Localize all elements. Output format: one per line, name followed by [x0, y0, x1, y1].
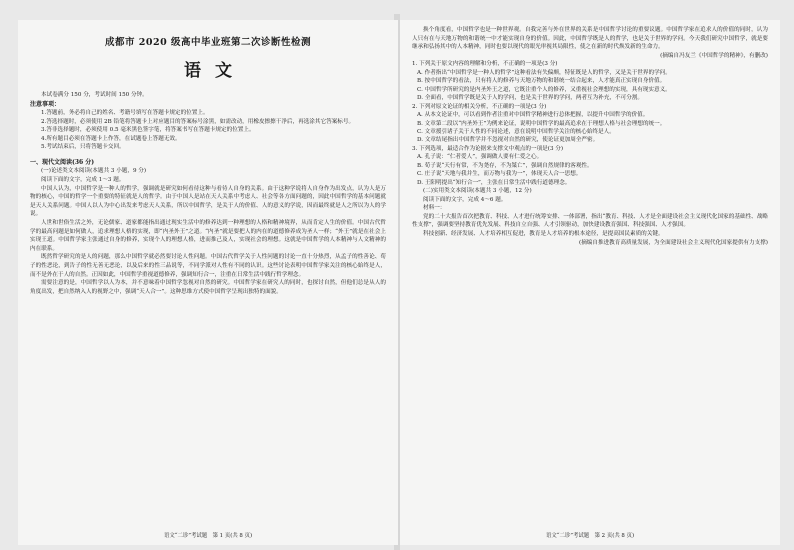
option-b: B. 文章第二段以“内圣外王”为例来论证，说明中国哲学的最高追求在于理想人格与社会理想的统一。 [417, 120, 666, 127]
exam-title: 成都市 2020 级高中毕业班第二次诊断性检测 [104, 37, 312, 48]
source-note: (摘编自冯友兰《中国哲学的精神》，有删改) [660, 52, 768, 59]
option-b: B. 按中国哲学的看法，只有将人的修养与天地万物的和谐统一结合起来，人才能真正实现自身价值。 [417, 78, 666, 85]
page-footer: 语文“二诊”考试题 第 1 页(共 8 页) [163, 533, 253, 539]
notice-heading: 注意事项： [30, 100, 61, 108]
notice-item: 5.考试结束后，只将答题卡交回。 [41, 144, 125, 151]
question-3: 3. 下列选项，最适合作为论据来支撑文中观点的一项是(3 分) [412, 145, 564, 152]
passage-paragraph: 换个角度看，中国哲学也是一种世界观。自我完善与外在世界的关系是中国哲学讨论的重要议题。中国哲学家在追求人的价值的同时，认为人只有在与天地万物的和谐统一中才能实现自身的价值。因此，中国哲学既是人的哲学，也是关于世界的学问。今天我们研究中国哲学，就是要继承和弘扬其中的人本精神，同时也要以现代的眼光审视其局限性，使之在新的时代焕发新的生命力。 [412, 27, 768, 51]
option-b: B. 荀子说“天行有常，不为尧存，不为桀亡”，强调自然规律的客观性。 [417, 162, 593, 169]
question-2: 2. 下列对原文论证的相关分析，不正确的一项是(3 分) [412, 103, 547, 110]
material-label: 材料一： [423, 205, 446, 212]
option-c: C. 中国哲学所研究的是内圣外王之道，它既注重个人的修养，又重视社会理想的实现，具有现实意义。 [417, 86, 671, 93]
passage-paragraph: 需要注意的是，中国哲学以人为本，并不意味着中国哲学忽视对自然的研究。中国哲学家在研究人的同时，也探讨自然，但他们总是从人的角度出发，把自然纳入人的视野之中，强调“天人合一”。这种思维方式使中国哲学呈现出独特的面貌。 [30, 280, 386, 295]
subsection-heading: (二)实用类文本阅读(本题共 3 小题，12 分) [423, 188, 532, 195]
question-1: 1. 下列关于原文内容的理解和分析，不正确的一项是(3 分) [412, 61, 558, 68]
option-d: D. 王阳明提出“知行合一”，主张在日常生活中践行道德理念。 [417, 179, 571, 186]
score-info: 本试卷满分 150 分，考试时间 150 分钟。 [41, 92, 148, 98]
exam-page-right [400, 20, 780, 545]
option-a: A. 从本文论证中，可以看到作者注重对中国哲学精神进行总体把握，以提升中国哲学的价值。 [417, 112, 649, 119]
notice-item: 3.答非选择题时，必须使用 0.5 毫米黑色签字笔，将答案书写在答题卡规定的位置上。 [41, 127, 255, 134]
page-footer: 语文“二诊”考试题 第 2 页(共 8 页) [545, 533, 635, 539]
option-d: D. 文章结尾指出中国哲学并不忽视对自然的研究，使论证更加周全严密。 [417, 137, 599, 144]
notice-item: 1.答题前，务必将自己的姓名、考籍号填写在答题卡规定的位置上。 [41, 110, 209, 116]
notice-item: 2.答选择题时，必须使用 2B 铅笔将答题卡上对应题目的答案标号涂黑，如需改动，用橡皮擦擦干净后，再选涂其它答案标号。 [41, 118, 355, 125]
exam-page-left [18, 20, 398, 545]
option-a: A. 孔子说：“仁者爱人”，强调做人要有仁爱之心。 [417, 154, 543, 161]
section-heading: 一、现代文阅读(36 分) [30, 158, 95, 166]
passage-paragraph: 既然哲学研究的是人的问题，那么中国哲学就必然要讨论人性问题。中国古代哲学关于人性问题的讨论一直十分热烈，从孟子的性善论、荀子的性恶论，到告子的性无善无恶论，以及后来的性三品说等，不同学派对人性有不同的认识。这些讨论表明中国哲学家关注的核心始终是人，而不是外在于人的自然。正因如此，中国哲学重视道德修养，强调知行合一，注重在日常生活中践行哲学理念。 [30, 254, 386, 278]
source-note: (摘编自推进教育高质量发展，为全面建设社会主义现代化国家提供有力支撑) [579, 239, 768, 246]
subject-title: 语文 [184, 61, 246, 81]
reading-instruction: 阅读下面的文字，完成 4～6 题。 [423, 196, 507, 203]
passage-paragraph: 科技创新、经济发展、人才培养相互促进，教育是人才培养的根本途径，是提高国民素质的关键。 [423, 231, 664, 237]
option-c: C. 庄子说“天地与我并生，而万物与我为一”，体现天人合一思想。 [417, 171, 582, 178]
passage-paragraph: 党的二十大报告首次把教育、科技、人才进行统筹安排、一体部署，指出“教育、科技、人才是全面建设社会主义现代化国家的基础性、战略性支撑”，强调要坚持教育优先发展、科技自立自强、人才引领驱动，加快建设教育强国、科技强国、人才强国。 [412, 213, 768, 229]
reading-instruction: 阅读下面的文字，完成 1～3 题。 [41, 176, 125, 183]
subsection-heading: (一)论述类文本阅读(本题共 3 小题，9 分) [41, 168, 147, 175]
passage-paragraph: 人世和世俗生活之外，无论儒家、道家都能指出通过现实生活中的修养达到一种理想的人格和精神境界，从而肯定人生的价值。中国古代哲学的最高问题是如何做人，追求理想人格的实现，即“内圣外王”之道。“内圣”就是要把人的内在的道德修养成为圣人一样；“外王”就是在社会上实现王道。中国哲学家主张通过自身的修养，实现个人的理想人格，进而推己及人，实现社会的理想。这就是中国哲学的人本精神与人文精神的内在联系。 [30, 219, 386, 252]
option-c: C. 文章援引诸子关于人性的不同论述，意在说明中国哲学关注的核心始终是人。 [417, 129, 615, 135]
passage-paragraph: 中国人认为，中国哲学是一种人的哲学，强调就是研究如何看待这种与看待人自身的关系。由于这种学说将人自身作为出发点，认为人是万物的核心，中国的哲学一个重要的特征就是人的哲学。由于中国人是站在天人关系中考虑人、社会等各方面问题的，因此中国哲学的基本问题就是天人关系问题。中国人以人为中心出发来考虑天人关系，所以中国哲学，是关于人的价值、人的意义的学说，因而最终就是人之所以为人的学说。 [30, 185, 386, 218]
option-d: D. 全面看，中国哲学既是关于人的学问，也是关于世界的学问，两者互为补充，不可分割。 [417, 95, 643, 102]
notice-item: 4.所有题目必须在答题卡上作答，在试题卷上答题无效。 [41, 135, 181, 142]
option-a: A. 作者指出“中国哲学是一种人的哲学”这种看法有失偏颇，特征既是人的哲学，又是关于世界的学问。 [417, 69, 671, 76]
